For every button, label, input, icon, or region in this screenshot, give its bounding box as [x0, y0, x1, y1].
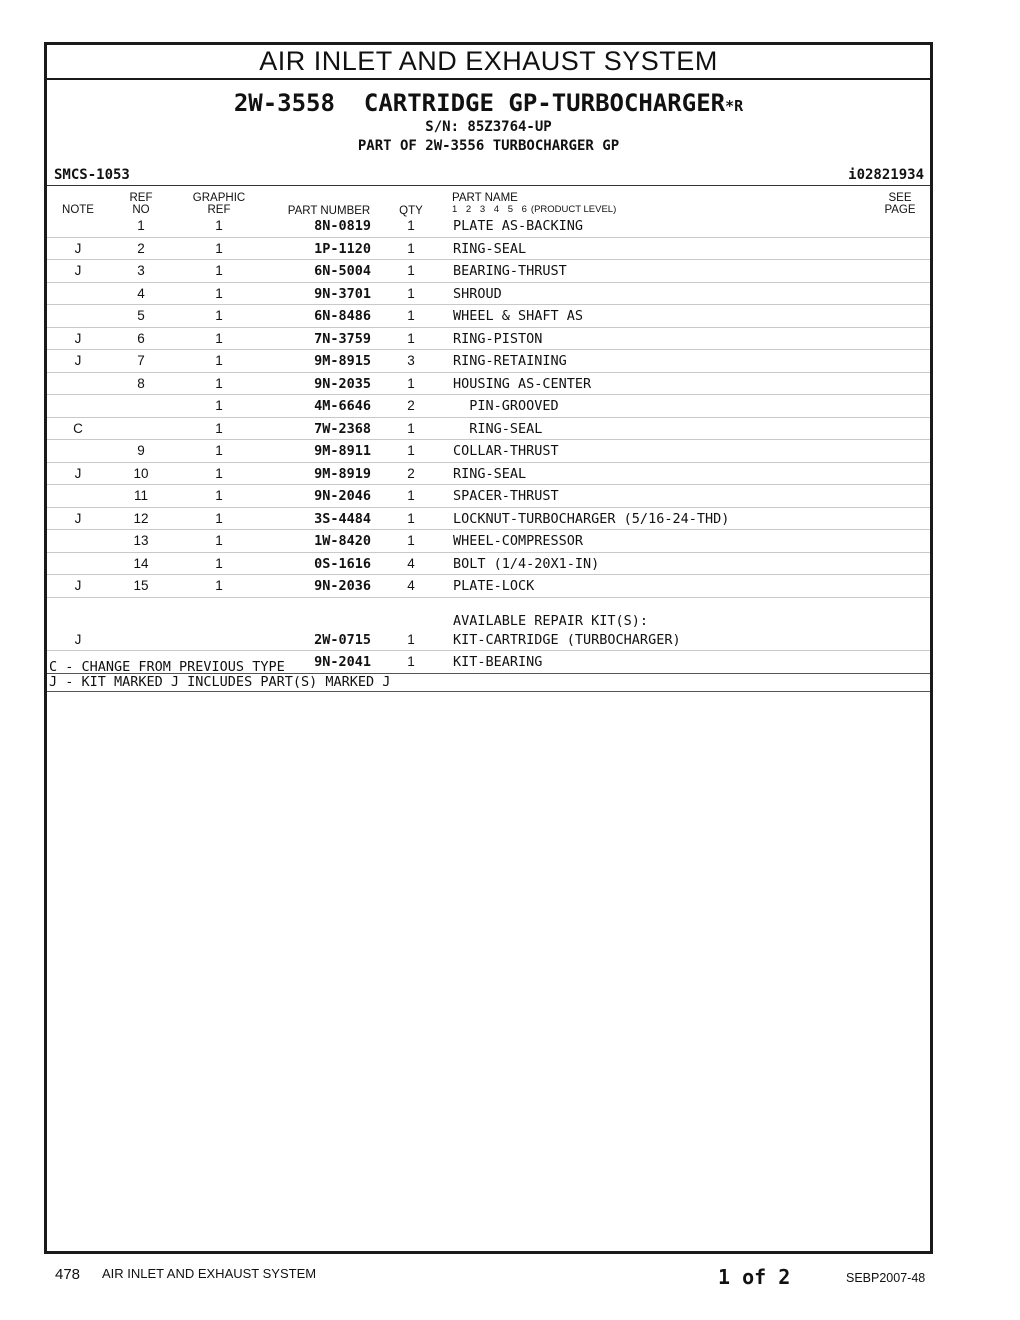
row-ref-no: 2: [137, 240, 145, 256]
row-part-name: RING-SEAL: [453, 465, 527, 482]
row-part-name: KIT-CARTRIDGE (TURBOCHARGER): [453, 631, 681, 648]
group-name: CARTRIDGE GP-TURBOCHARGER: [363, 89, 726, 117]
row-ref-no: 8: [137, 375, 145, 391]
row-ref-no: 14: [133, 555, 149, 571]
row-graphic-ref: 1: [215, 510, 223, 526]
col-header-ref-top: REF: [129, 192, 153, 204]
row-graphic-ref: 1: [215, 443, 223, 458]
table-row: [47, 373, 930, 396]
table-row: [47, 418, 930, 441]
table-row: [47, 395, 930, 418]
col-header-ref-bottom: NO: [132, 204, 150, 216]
row-part-number: 8N-0819: [314, 218, 371, 234]
row-part-name: COLLAR-THRUST: [453, 443, 559, 459]
kits-heading-row: [47, 610, 930, 629]
table-row: [47, 260, 930, 283]
row-part-name: WHEEL-COMPRESSOR: [453, 533, 584, 549]
row-note: J: [74, 578, 82, 593]
row-ref-no: 1: [137, 218, 145, 233]
row-qty: 2: [407, 398, 415, 413]
row-graphic-ref: 1: [215, 398, 223, 413]
row-graphic-ref: 1: [215, 533, 223, 548]
row-part-number: 9N-2046: [314, 488, 371, 504]
product-level-label: (PRODUCT LEVEL): [530, 204, 617, 215]
parts-page-frame: [44, 42, 933, 1254]
table-row: [47, 508, 930, 531]
row-ref-no: 12: [133, 510, 149, 526]
row-part-number: 7N-3759: [314, 330, 371, 347]
row-part-name: BOLT (1/4-20X1-IN): [453, 555, 600, 572]
kits-heading: AVAILABLE REPAIR KIT(S):: [453, 612, 649, 629]
row-graphic-ref: 1: [215, 465, 223, 481]
col-header-see-bottom: PAGE: [884, 204, 916, 216]
row-part-number: 9N-3701: [314, 285, 371, 302]
table-row: [47, 440, 930, 463]
row-qty: 3: [407, 353, 415, 368]
row-qty: 1: [407, 631, 415, 647]
row-graphic-ref: 1: [215, 353, 223, 368]
table-row: [47, 305, 930, 328]
table-row: [47, 283, 930, 306]
row-qty: 1: [407, 263, 415, 278]
row-ref-no: 5: [137, 308, 145, 323]
row-part-number: 9N-2035: [314, 375, 371, 392]
row-qty: 1: [407, 285, 415, 301]
row-note: J: [74, 631, 82, 647]
row-ref-no: 15: [133, 578, 149, 593]
row-part-name: BEARING-THRUST: [453, 263, 567, 279]
table-row: [47, 238, 930, 261]
row-ref-no: 3: [137, 263, 145, 278]
row-qty: 1: [407, 654, 415, 669]
row-part-name: LOCKNUT-TURBOCHARGER (5/16-24-THD): [453, 510, 730, 527]
row-qty: 1: [407, 218, 415, 233]
product-levels: [452, 204, 616, 215]
table-row: [47, 328, 930, 351]
header-rule: [47, 185, 930, 186]
row-note: J: [74, 330, 82, 346]
row-part-name: RING-RETAINING: [453, 353, 567, 369]
row-part-number: 9N-2041: [314, 654, 371, 670]
row-graphic-ref: 1: [215, 488, 223, 503]
table-row: [47, 575, 930, 598]
row-graphic-ref: 1: [215, 218, 223, 233]
row-part-number: 9M-8911: [314, 443, 371, 459]
row-part-number: 6N-8486: [314, 308, 371, 324]
row-part-number: 7W-2368: [314, 420, 371, 437]
note-j: J - KIT MARKED J INCLUDES PART(S) MARKED J: [49, 674, 391, 690]
row-part-number: 6N-5004: [314, 263, 371, 279]
col-header-see-top: SEE: [888, 192, 912, 204]
row-graphic-ref: 1: [215, 240, 223, 256]
row-part-name: SPACER-THRUST: [453, 488, 559, 504]
row-part-number: 4M-6646: [314, 398, 371, 414]
row-qty: 4: [407, 578, 415, 593]
group-title: [47, 89, 930, 117]
table-row: [47, 485, 930, 508]
row-part-number: 2W-0715: [314, 631, 371, 648]
row-note: J: [74, 465, 82, 481]
illustration-id: i02821934: [848, 167, 924, 183]
group-suffix: *R: [725, 97, 744, 115]
row-note: J: [74, 240, 82, 256]
table-row: [47, 553, 930, 576]
row-graphic-ref: 1: [215, 578, 223, 593]
row-part-name: PLATE-LOCK: [453, 578, 535, 594]
spacer: [47, 598, 930, 610]
row-qty: 1: [407, 375, 415, 391]
serial-range: S/N: 85Z3764-UP: [425, 119, 552, 135]
row-part-name: PLATE AS-BACKING: [453, 218, 584, 234]
row-ref-no: 11: [133, 488, 148, 503]
row-qty: 1: [407, 488, 415, 503]
row-part-name: RING-SEAL: [453, 420, 543, 437]
row-graphic-ref: 1: [215, 330, 223, 346]
kit-row: [47, 629, 930, 652]
row-graphic-ref: 1: [215, 375, 223, 391]
row-part-name: PIN-GROOVED: [453, 398, 559, 414]
notes-rule: [47, 691, 930, 692]
row-part-number: 1W-8420: [314, 533, 371, 549]
table-row: [47, 215, 930, 238]
row-graphic-ref: 1: [215, 308, 223, 323]
col-header-ref: [117, 192, 165, 216]
row-qty: 4: [407, 555, 415, 571]
col-header-part-number: PART NUMBER: [287, 205, 371, 217]
group-part-number: 2W-3558: [233, 89, 335, 117]
row-graphic-ref: 1: [215, 263, 223, 278]
row-ref-no: 7: [137, 353, 145, 368]
row-qty: 1: [407, 443, 415, 458]
col-header-part-name: PART NAME: [452, 192, 518, 204]
row-part-name: WHEEL & SHAFT AS: [453, 308, 584, 324]
row-note: J: [74, 353, 82, 368]
col-header-graphic-ref: [185, 192, 253, 216]
notes-legend: [49, 660, 390, 690]
row-part-name: SHROUD: [453, 285, 502, 302]
row-part-number: 0S-1616: [314, 555, 371, 572]
row-part-number: 1P-1120: [314, 240, 371, 257]
page-number: 478: [55, 1266, 81, 1283]
row-ref-no: 6: [137, 330, 145, 346]
row-part-number: 3S-4484: [314, 510, 371, 527]
row-graphic-ref: 1: [215, 420, 223, 436]
parts-list: [47, 215, 930, 674]
row-note: J: [74, 510, 82, 526]
table-row: [47, 530, 930, 553]
row-note: J: [74, 263, 82, 278]
row-part-name: RING-SEAL: [453, 240, 527, 257]
section-title: AIR INLET AND EXHAUST SYSTEM: [47, 45, 930, 80]
product-level-numbers: 1 2 3 4 5 6: [452, 204, 527, 215]
table-row: [47, 350, 930, 373]
row-qty: 2: [407, 465, 415, 481]
row-part-name: HOUSING AS-CENTER: [453, 375, 592, 392]
col-header-see-page: [873, 192, 927, 216]
col-header-graphic-bottom: REF: [207, 204, 231, 216]
col-header-graphic-top: GRAPHIC: [192, 192, 246, 204]
row-part-number: 9M-8919: [314, 465, 371, 482]
row-ref-no: 9: [137, 443, 145, 458]
row-qty: 1: [407, 240, 415, 256]
smcs-code: SMCS-1053: [54, 167, 130, 183]
row-note: C: [73, 420, 83, 436]
row-part-number: 9M-8915: [314, 353, 371, 369]
row-ref-no: 10: [133, 465, 149, 481]
row-qty: 1: [407, 330, 415, 346]
col-header-note: NOTE: [62, 204, 94, 216]
row-part-name: RING-PISTON: [453, 330, 543, 347]
note-c: C - CHANGE FROM PREVIOUS TYPE: [49, 659, 285, 675]
row-qty: 1: [407, 510, 415, 526]
footer-section: AIR INLET AND EXHAUST SYSTEM: [102, 1266, 317, 1281]
row-qty: 1: [407, 533, 415, 548]
row-part-number: 9N-2036: [314, 578, 371, 594]
table-row: [47, 463, 930, 486]
row-graphic-ref: 1: [215, 285, 223, 301]
part-of-line: PART OF 2W-3556 TURBOCHARGER GP: [357, 138, 620, 154]
row-part-name: KIT-BEARING: [453, 654, 543, 670]
row-qty: 1: [407, 308, 415, 323]
document-id: SEBP2007-48: [846, 1271, 926, 1285]
row-ref-no: 4: [137, 285, 145, 301]
row-qty: 1: [407, 420, 415, 436]
row-graphic-ref: 1: [215, 555, 223, 571]
page-of: 1 of 2: [718, 1265, 791, 1289]
col-header-qty: QTY: [399, 205, 423, 217]
row-ref-no: 13: [133, 533, 149, 548]
